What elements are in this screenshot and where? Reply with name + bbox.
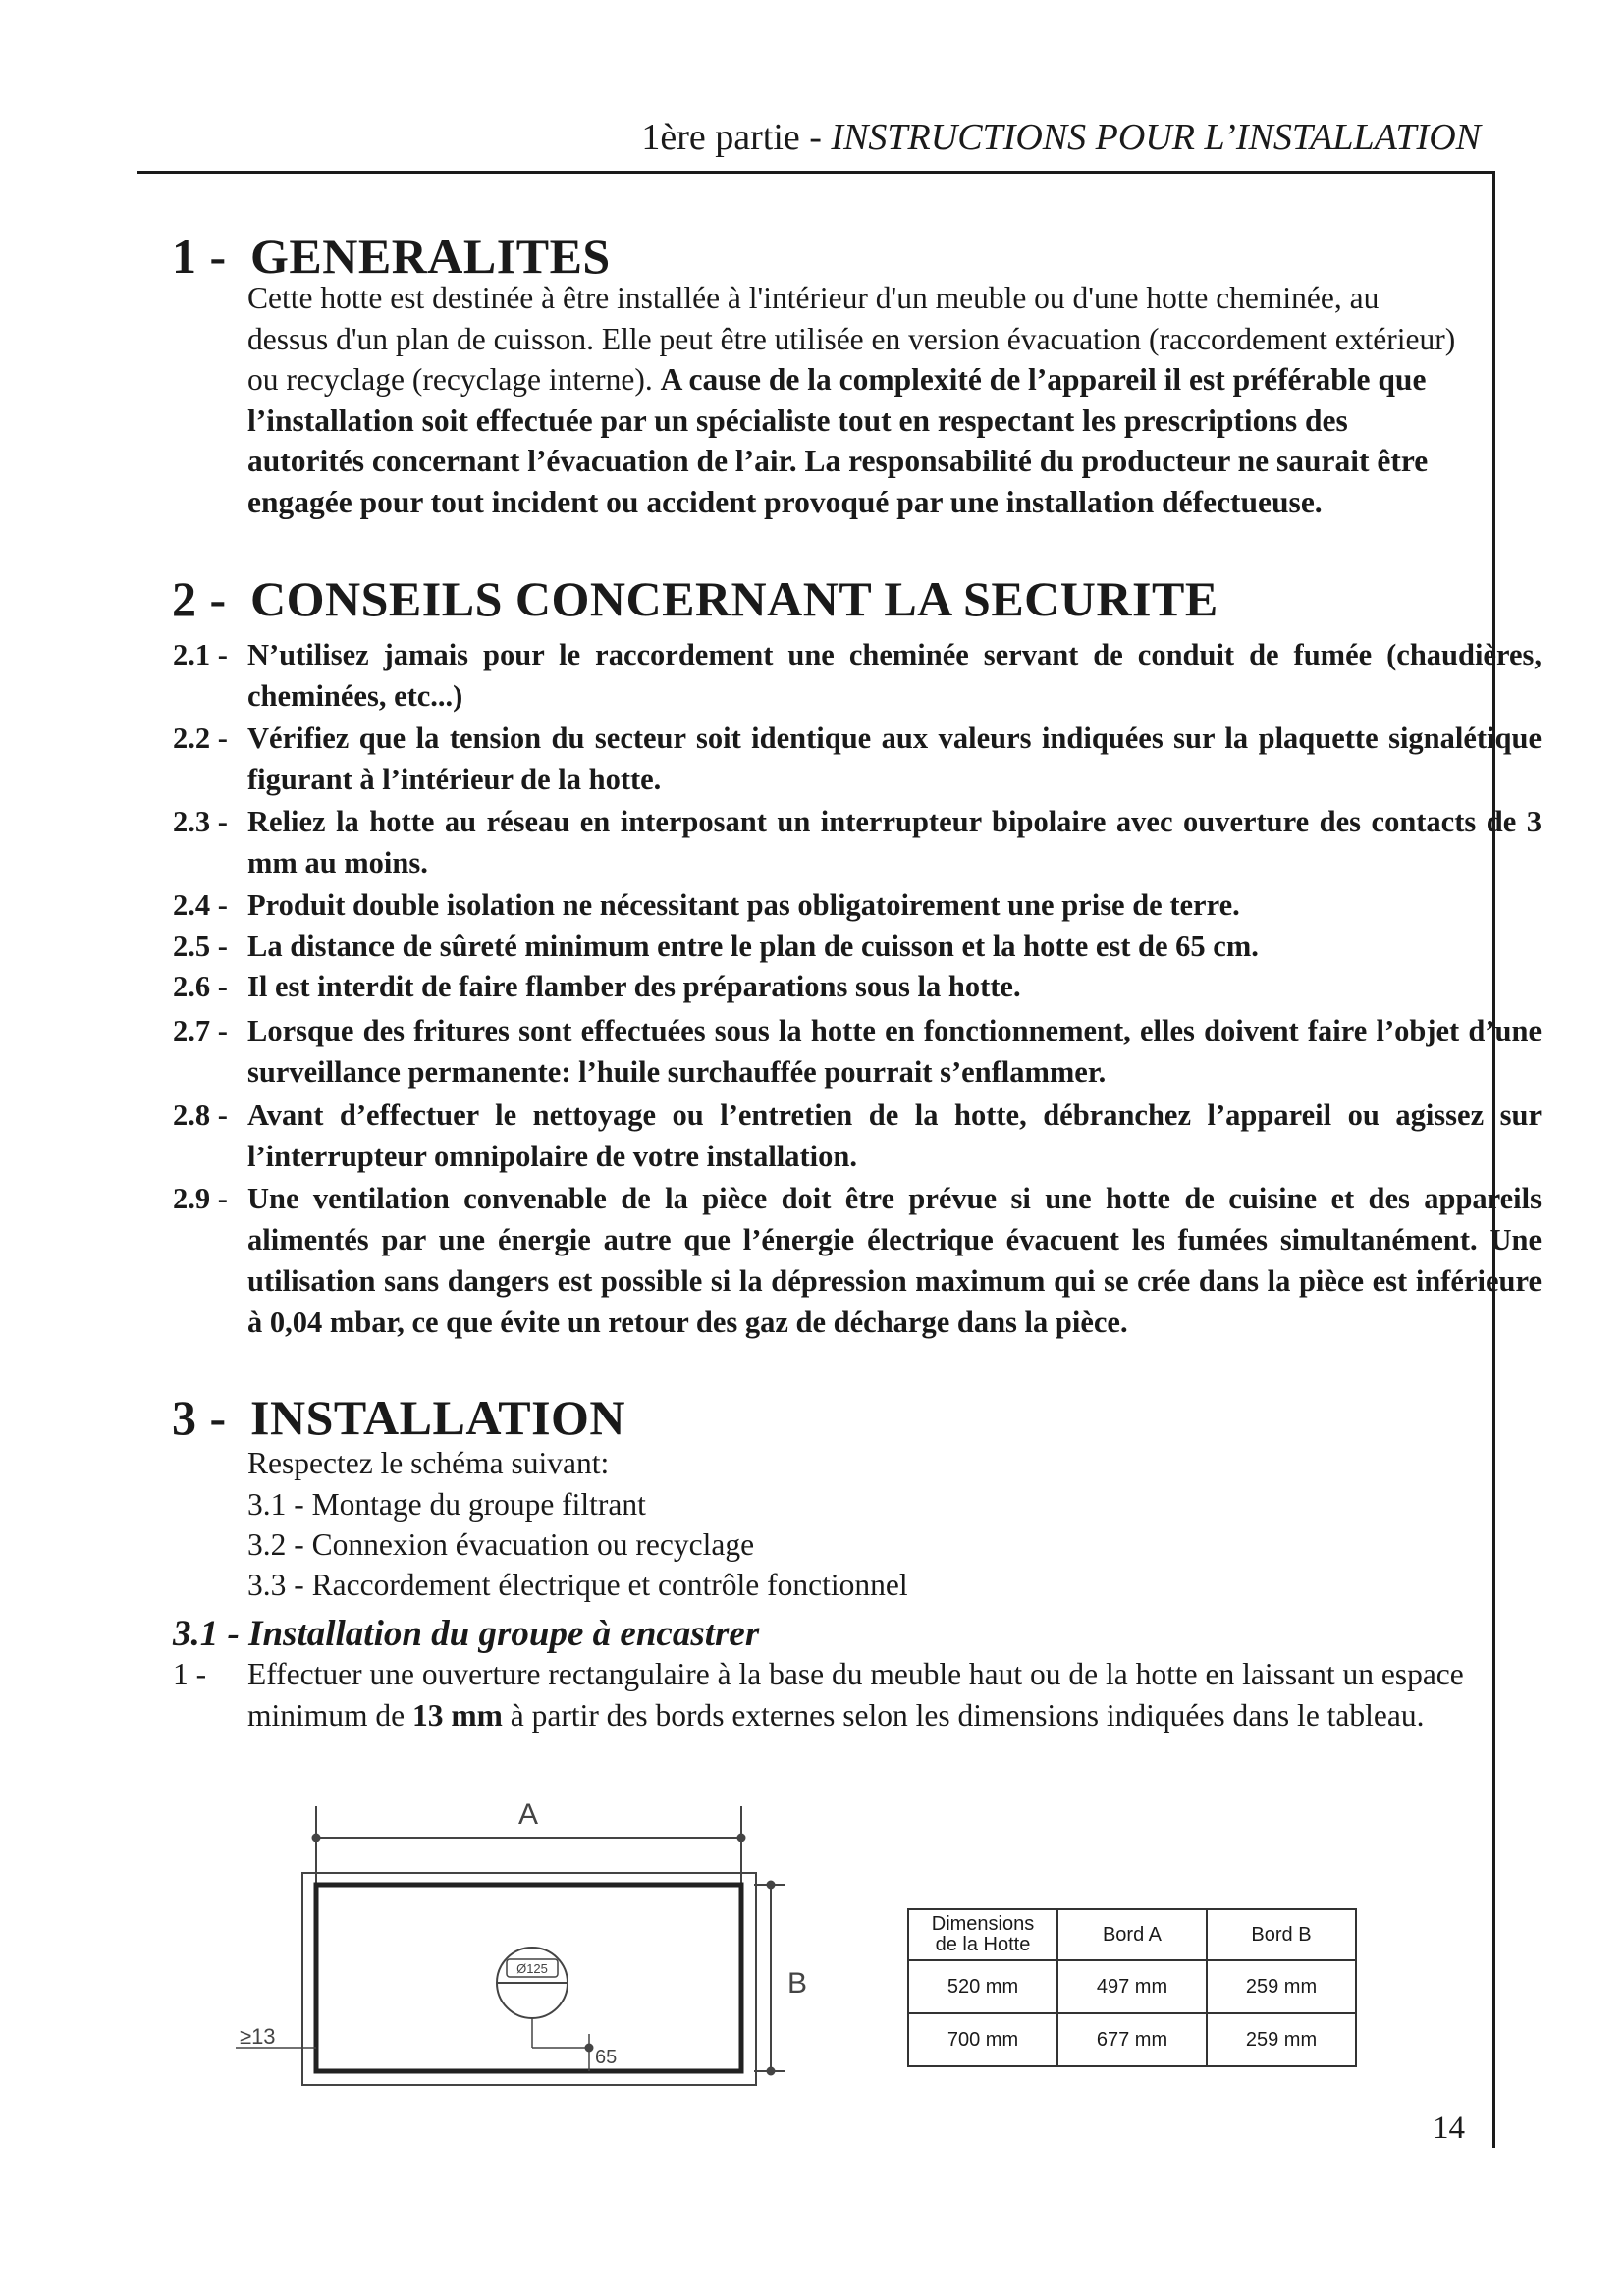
section-3-number: 3 -	[172, 1390, 227, 1445]
safety-item-2-3	[173, 801, 1542, 883]
table-header-cell	[908, 1909, 1057, 1960]
safety-item-number: 2.8 -	[173, 1098, 228, 1132]
safety-item-2-9	[173, 1178, 1542, 1343]
page-number: 14	[1433, 2110, 1465, 2146]
step-text-a: Effectuer une ouverture rectangulaire à la base du meuble haut ou de la hotte en laissant un espace minimum de	[247, 1657, 1464, 1733]
table-row	[908, 2013, 1356, 2066]
section-1-number: 1 -	[172, 229, 227, 284]
table-cell: 700 mm	[908, 2013, 1057, 2066]
safety-item-number: 2.4 -	[173, 888, 228, 922]
safety-item-2-8	[173, 1095, 1542, 1177]
section-2-number: 2 -	[172, 571, 227, 626]
safety-item-2-5	[173, 926, 1542, 967]
diagram-label-b: B	[787, 1967, 808, 2000]
safety-item-number: 2.1 -	[173, 638, 228, 671]
table-header-text: Dimensions de la Hotte	[931, 1913, 1035, 1955]
table-cell: 520 mm	[908, 1960, 1057, 2013]
table-header-row	[908, 1909, 1356, 1960]
safety-item-number: 2.7 -	[173, 1014, 228, 1047]
safety-item-number: 2.9 -	[173, 1182, 228, 1215]
diagram-label-a: A	[517, 1798, 539, 1831]
safety-item-text: N’utilisez jamais pour le raccordement une cheminée servant de conduit de fumée (chaudières, cheminées, etc...)	[247, 638, 1542, 713]
section-3-step: 3.3 - Raccordement électrique et contrôle fonctionnel	[247, 1568, 908, 1602]
dimensions-table	[907, 1908, 1357, 2067]
step-text-b: à partir des bords externes selon les dimensions indiquées dans le tableau.	[502, 1698, 1425, 1733]
table-cell: 497 mm	[1057, 1960, 1207, 2013]
subsection-3-1-title: 3.1 - Installation du groupe à encastrer	[173, 1614, 760, 1654]
table-header-cell: Bord B	[1207, 1909, 1356, 1960]
diagram-label-diam: Ø125	[516, 1961, 548, 1976]
section-3-step: 3.2 - Connexion évacuation ou recyclage	[247, 1527, 755, 1562]
section-3-title: INSTALLATION	[250, 1390, 626, 1445]
safety-item-number: 2.5 -	[173, 930, 228, 963]
safety-item-number: 2.2 -	[173, 721, 228, 755]
safety-item-text: Une ventilation convenable de la pièce doit être prévue si une hotte de cuisine et des appareils alimentés par une énergie autre que l’énergie électrique évacuent les fumées simultanément. Une utilisation sans dangers est possible si la dépression maximum qui se crée dans la pièce est inférieure à 0,04 mbar, ce que évite un retour des gaz de décharge dans la pièce.	[247, 1182, 1542, 1339]
section-3-heading	[172, 1389, 625, 1446]
section-3-step: 3.1 - Montage du groupe filtrant	[247, 1487, 646, 1522]
header-title: INSTRUCTIONS POUR L’INSTALLATION	[831, 117, 1481, 158]
table-cell: 259 mm	[1207, 1960, 1356, 2013]
diagram-label-min: ≥13	[240, 2024, 276, 2049]
safety-item-2-6	[173, 966, 1542, 1007]
section-1-paragraph	[247, 278, 1465, 522]
header-rule	[137, 171, 1494, 174]
safety-item-text: Lorsque des fritures sont effectuées sous la hotte en fonctionnement, elles doivent faire l’objet d’une surveillance permanente: l’huile surchauffée pourrait s’enflammer.	[247, 1014, 1542, 1089]
table-row	[908, 1960, 1356, 2013]
section-2-heading	[172, 570, 1218, 627]
safety-item-text: Il est interdit de faire flamber des préparations sous la hotte.	[247, 970, 1021, 1003]
table-cell: 677 mm	[1057, 2013, 1207, 2066]
header-prefix: 1ère partie -	[641, 117, 832, 158]
safety-item-2-7	[173, 1010, 1542, 1093]
table-cell: 259 mm	[1207, 2013, 1356, 2066]
section-2-title: CONSEILS CONCERNANT LA SECURITE	[250, 571, 1218, 626]
cutout-diagram	[236, 1787, 825, 2110]
safety-item-text: Reliez la hotte au réseau en interposant un interrupteur bipolaire avec ouverture des contacts de 3 mm au moins.	[247, 805, 1542, 880]
step-text-bold: 13 mm	[412, 1698, 503, 1733]
safety-item-number: 2.3 -	[173, 805, 228, 838]
section-1-text-regular: Cette hotte est destinée à être installée à l'intérieur d'un meuble ou d'une hotte cheminée, au dessus d'un plan de cuisson. Elle peut être utilisée en version évacuation (raccordement extérieur) ou recyclage (recyclage interne).	[247, 281, 1456, 397]
step-number: 1 -	[173, 1657, 207, 1691]
safety-item-text: Produit double isolation ne nécessitant pas obligatoirement une prise de terre.	[247, 888, 1240, 922]
subsection-3-1-step-1	[173, 1654, 1542, 1736]
section-1-heading	[172, 228, 611, 285]
safety-item-2-2	[173, 718, 1542, 800]
safety-item-text: La distance de sûreté minimum entre le plan de cuisson et la hotte est de 65 cm.	[247, 930, 1259, 963]
table-header-cell: Bord A	[1057, 1909, 1207, 1960]
safety-item-text: Vérifiez que la tension du secteur soit identique aux valeurs indiquées sur la plaquette signalétique figurant à l’intérieur de la hotte.	[247, 721, 1542, 796]
running-header	[641, 116, 1481, 159]
safety-item-2-1	[173, 634, 1542, 717]
section-3-intro: Respectez le schéma suivant:	[247, 1446, 610, 1480]
diagram-label-65: 65	[595, 2047, 618, 2068]
safety-item-number: 2.6 -	[173, 970, 228, 1003]
section-1-text-bold: A cause de la complexité de l’appareil il est préférable que l’installation soit effectuée par un spécialiste tout en respectant les prescriptions des autorités concernant l’évacuation de l’air. La responsabilité du producteur ne saurait être engagée pour tout incident ou accident provoqué par une installation défectueuse.	[247, 362, 1429, 519]
section-1-title: GENERALITES	[250, 229, 611, 284]
safety-item-text: Avant d’effectuer le nettoyage ou l’entretien de la hotte, débranchez l’appareil ou agissez sur l’interrupteur omnipolaire de votre installation.	[247, 1098, 1542, 1173]
safety-item-2-4	[173, 884, 1542, 926]
